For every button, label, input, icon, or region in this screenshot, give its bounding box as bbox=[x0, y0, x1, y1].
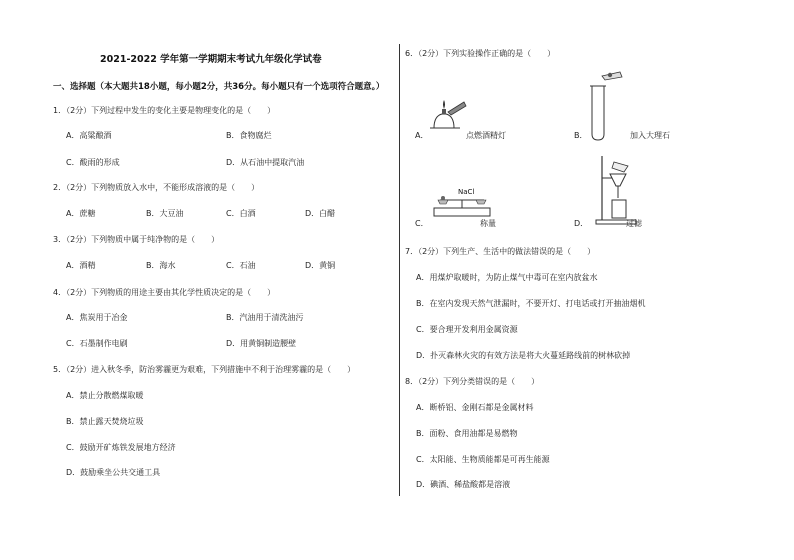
q3-option-a: A．酒精 bbox=[66, 261, 96, 270]
q6-option-b: B． bbox=[574, 131, 588, 140]
q7-option-a: A．用煤炉取暖时，为防止煤气中毒可在室内放盆水 bbox=[416, 273, 598, 282]
q2-option-c: C．白酒 bbox=[226, 209, 256, 218]
q5-option-c: C．鼓励开矿炼铁发展地方经济 bbox=[66, 443, 176, 452]
column-divider bbox=[399, 44, 400, 496]
q4-option-b: B．汽油用于清洗油污 bbox=[226, 313, 304, 322]
q2-option-d: D．白醋 bbox=[305, 209, 336, 218]
q8-option-a: A．断桥铝、金刚石都是金属材料 bbox=[416, 403, 534, 412]
test-tube-figure bbox=[588, 70, 628, 142]
question-7-stem: 7．（2分）下列生产、生活中的做法错误的是（ ） bbox=[405, 247, 596, 256]
filtration-figure bbox=[596, 154, 642, 226]
alcohol-lamp-figure bbox=[428, 98, 468, 132]
q6-option-a: A． bbox=[415, 131, 429, 140]
q6-caption-a: 点燃酒精灯 bbox=[466, 131, 506, 140]
q6-caption-c: 称量 bbox=[480, 219, 496, 228]
q1-option-a: A．高粱酿酒 bbox=[66, 131, 112, 140]
q1-option-c: C．酸雨的形成 bbox=[66, 158, 120, 167]
balance-figure bbox=[432, 186, 494, 218]
q7-option-d: D．扑灭森林火灾的有效方法是将大火蔓延路线前的树林砍掉 bbox=[416, 351, 631, 360]
question-6-stem: 6．（2分）下列实验操作正确的是（ ） bbox=[405, 49, 556, 58]
q8-option-c: C．太阳能、生物质能都是可再生能源 bbox=[416, 455, 550, 464]
q6-option-c: C． bbox=[415, 219, 429, 228]
q6-option-d: D． bbox=[574, 219, 589, 228]
q3-option-c: C．石油 bbox=[226, 261, 256, 270]
question-4-stem: 4．（2分）下列物质的用途主要由其化学性质决定的是（ ） bbox=[53, 288, 276, 297]
q3-option-b: B．海水 bbox=[146, 261, 176, 270]
q1-option-d: D．从石油中提取汽油 bbox=[226, 158, 305, 167]
q8-option-d: D．碘酒、稀盐酸都是溶液 bbox=[416, 480, 511, 489]
q4-option-c: C．石墨制作电刷 bbox=[66, 339, 128, 348]
section-heading: 一、选择题（本大题共18小题，每小题2分，共36分。每小题只有一个选项符合题意。） bbox=[53, 82, 385, 92]
question-2-stem: 2．（2分）下列物质放入水中，不能形成溶液的是（ ） bbox=[53, 183, 260, 192]
q1-option-b: B．食物腐烂 bbox=[226, 131, 272, 140]
q5-option-b: B．禁止露天焚烧垃圾 bbox=[66, 417, 144, 426]
q2-option-b: B．大豆油 bbox=[146, 209, 184, 218]
question-5-stem: 5．（2分）进入秋冬季，防治雾霾更为艰难，下列措施中不利于治理雾霾的是（ ） bbox=[53, 365, 356, 374]
question-8-stem: 8．（2分）下列分类错误的是（ ） bbox=[405, 377, 540, 386]
exam-title: 2021-2022 学年第一学期期末考试九年级化学试卷 bbox=[100, 54, 322, 65]
q2-option-a: A．蔗糖 bbox=[66, 209, 96, 218]
q6-caption-b: 加入大理石 bbox=[630, 131, 670, 140]
q3-option-d: D．黄铜 bbox=[305, 261, 336, 270]
q8-option-b: B．面粉、食用油都是易燃物 bbox=[416, 429, 518, 438]
q5-option-d: D．鼓励乘坐公共交通工具 bbox=[66, 468, 161, 477]
question-1-stem: 1．（2分）下列过程中发生的变化主要是物理变化的是（ ） bbox=[53, 106, 276, 115]
nacl-label: NaCl bbox=[458, 188, 475, 196]
question-3-stem: 3．（2分）下列物质中属于纯净物的是（ ） bbox=[53, 235, 220, 244]
q4-option-d: D．用黄铜制造腰壁 bbox=[226, 339, 297, 348]
q7-option-c: C．要合理开发利用金属资源 bbox=[416, 325, 518, 334]
q7-option-b: B．在室内发现天然气泄漏时，不要开灯、打电话或打开抽油烟机 bbox=[416, 299, 646, 308]
q4-option-a: A．焦炭用于冶金 bbox=[66, 313, 128, 322]
q6-caption-d: 过滤 bbox=[626, 219, 642, 228]
q5-option-a: A．禁止分散燃煤取暖 bbox=[66, 391, 144, 400]
